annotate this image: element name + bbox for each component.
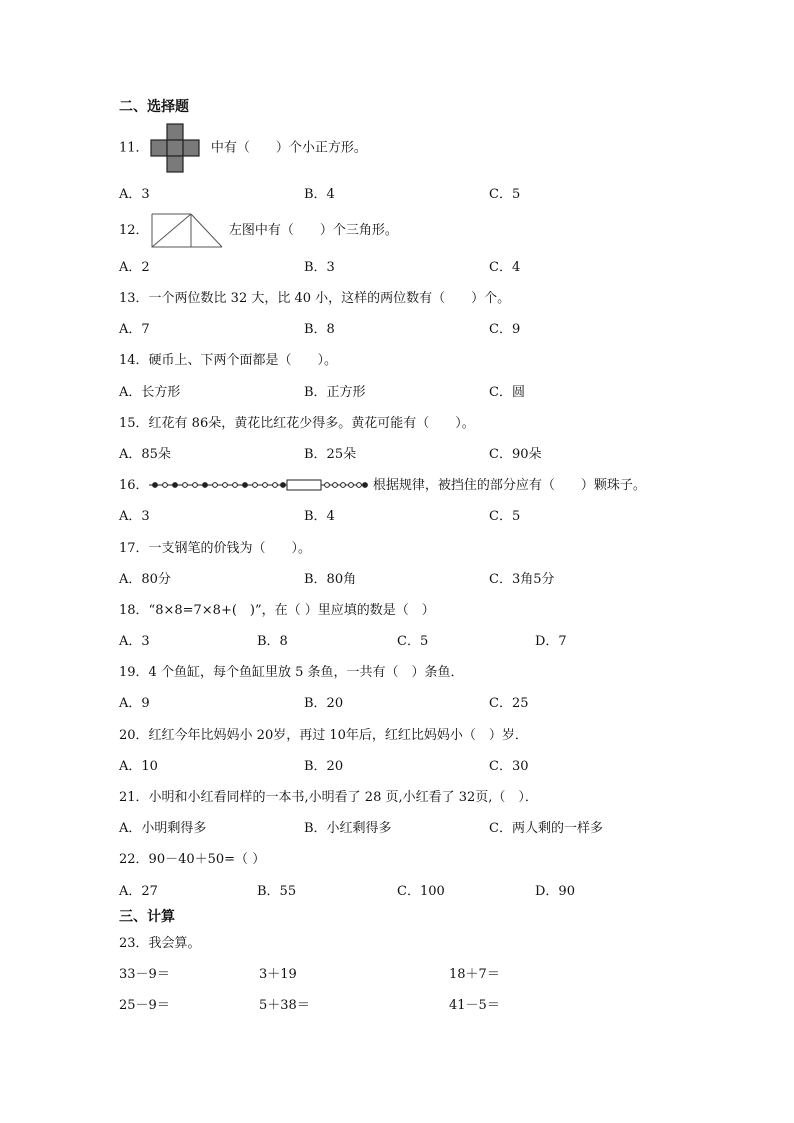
- options-22: [119, 883, 739, 901]
- option-c[interactable]: C．5: [489, 187, 521, 202]
- options-16: [119, 508, 739, 526]
- option-b[interactable]: B．55: [257, 884, 297, 899]
- question-17: 17．一支钢笔的价钱为（ ）。: [119, 541, 312, 556]
- section-title-choice: 二、选择题: [119, 99, 189, 115]
- option-a[interactable]: A．7: [119, 322, 150, 337]
- option-a[interactable]: A．27: [119, 884, 158, 899]
- option-c[interactable]: C．4: [489, 260, 521, 275]
- question-22: 22．90－40＋50=（ ）: [119, 852, 266, 867]
- option-c[interactable]: C．5: [397, 634, 429, 649]
- options-15: [119, 446, 739, 464]
- question-13: 13．一个两位数比 32 大，比 40 小，这样的两位数有（ ）个。: [119, 291, 511, 306]
- question-number: 16．: [119, 478, 149, 493]
- question-19: 19．4 个鱼缸，每个鱼缸里放 5 条鱼，一共有（ ）条鱼．: [119, 665, 464, 680]
- option-b[interactable]: B．3: [304, 260, 335, 275]
- options-13: [119, 321, 739, 339]
- question-21: 21．小明和小红看同样的一本书,小明看了 28 页,小红看了 32页,（ ）．: [119, 790, 538, 805]
- question-23: 23．我会算。: [119, 936, 201, 951]
- option-a[interactable]: A．85朵: [119, 447, 171, 462]
- option-c[interactable]: C．两人剩的一样多: [489, 821, 603, 836]
- option-a[interactable]: A．9: [119, 696, 150, 711]
- options-14: [119, 384, 739, 402]
- options-12: [119, 259, 739, 277]
- options-11: [119, 186, 739, 204]
- option-a[interactable]: A．80分: [119, 572, 171, 587]
- question-11: [119, 139, 367, 158]
- calc-item: 5＋38＝: [259, 998, 310, 1013]
- calc-row-1: [119, 966, 739, 984]
- option-a[interactable]: A．3: [119, 634, 150, 649]
- options-20: [119, 758, 739, 776]
- options-19: [119, 695, 739, 713]
- calc-item: 3＋19: [259, 967, 297, 982]
- option-c[interactable]: C．90朵: [489, 447, 542, 462]
- option-a[interactable]: A．2: [119, 260, 150, 275]
- option-b[interactable]: B．4: [304, 509, 335, 524]
- question-number: 12．: [119, 223, 149, 238]
- option-c[interactable]: C．100: [397, 884, 445, 899]
- question-14: 14．硬币上、下两个面都是（ ）。: [119, 353, 338, 368]
- option-c[interactable]: C．30: [489, 759, 529, 774]
- question-16: [119, 477, 646, 495]
- option-d[interactable]: D．90: [535, 884, 575, 899]
- option-c[interactable]: C．9: [489, 322, 521, 337]
- option-c[interactable]: C．5: [489, 509, 521, 524]
- option-c[interactable]: C．圆: [489, 385, 525, 400]
- option-a[interactable]: A．3: [119, 187, 150, 202]
- option-b[interactable]: B．正方形: [304, 385, 366, 400]
- question-12: [119, 222, 398, 240]
- options-18: [119, 633, 739, 651]
- calc-item: 33－9＝: [119, 967, 170, 982]
- option-d[interactable]: D．7: [535, 634, 567, 649]
- calc-item: 41－5＝: [449, 998, 500, 1013]
- option-a[interactable]: A．3: [119, 509, 150, 524]
- calc-item: 25－9＝: [119, 998, 170, 1013]
- question-20: 20．红红今年比妈妈小 20岁，再过 10年后，红红比妈妈小（ ）岁．: [119, 728, 528, 743]
- question-text: 中有（ ）个小正方形。: [210, 140, 367, 156]
- cross-of-squares-icon: [149, 123, 207, 173]
- option-a[interactable]: A．10: [119, 759, 158, 774]
- option-b[interactable]: B．20: [304, 759, 344, 774]
- question-15: 15．红花有 86朵，黄花比红花少得多。黄花可能有（ ）。: [119, 416, 475, 431]
- question-number: 11．: [119, 140, 149, 156]
- option-b[interactable]: B．8: [304, 322, 335, 337]
- option-c[interactable]: C．25: [489, 696, 529, 711]
- option-b[interactable]: B．4: [304, 187, 335, 202]
- calc-row-2: [119, 997, 739, 1015]
- option-b[interactable]: B．小红剩得多: [304, 821, 392, 836]
- calc-item: 18＋7＝: [449, 967, 500, 982]
- question-18: 18．“8×8=7×8+( )”，在（ ）里应填的数是（ ）: [119, 603, 435, 618]
- question-text: 左图中有（ ）个三角形。: [228, 223, 398, 238]
- option-b[interactable]: B．80角: [304, 572, 357, 587]
- options-21: [119, 820, 739, 838]
- triangle-figure-icon: [149, 212, 225, 250]
- option-c[interactable]: C．3角5分: [489, 572, 555, 587]
- option-b[interactable]: B．25朵: [304, 447, 357, 462]
- options-17: [119, 571, 739, 589]
- section-title-calc: 三、计算: [119, 909, 175, 925]
- bead-string-icon: [147, 478, 369, 492]
- option-b[interactable]: B．20: [304, 696, 344, 711]
- option-b[interactable]: B．8: [257, 634, 288, 649]
- option-a[interactable]: A．小明剩得多: [119, 821, 207, 836]
- option-a[interactable]: A．长方形: [119, 385, 181, 400]
- question-text: 根据规律，被挡住的部分应有（ ）颗珠子。: [372, 478, 646, 493]
